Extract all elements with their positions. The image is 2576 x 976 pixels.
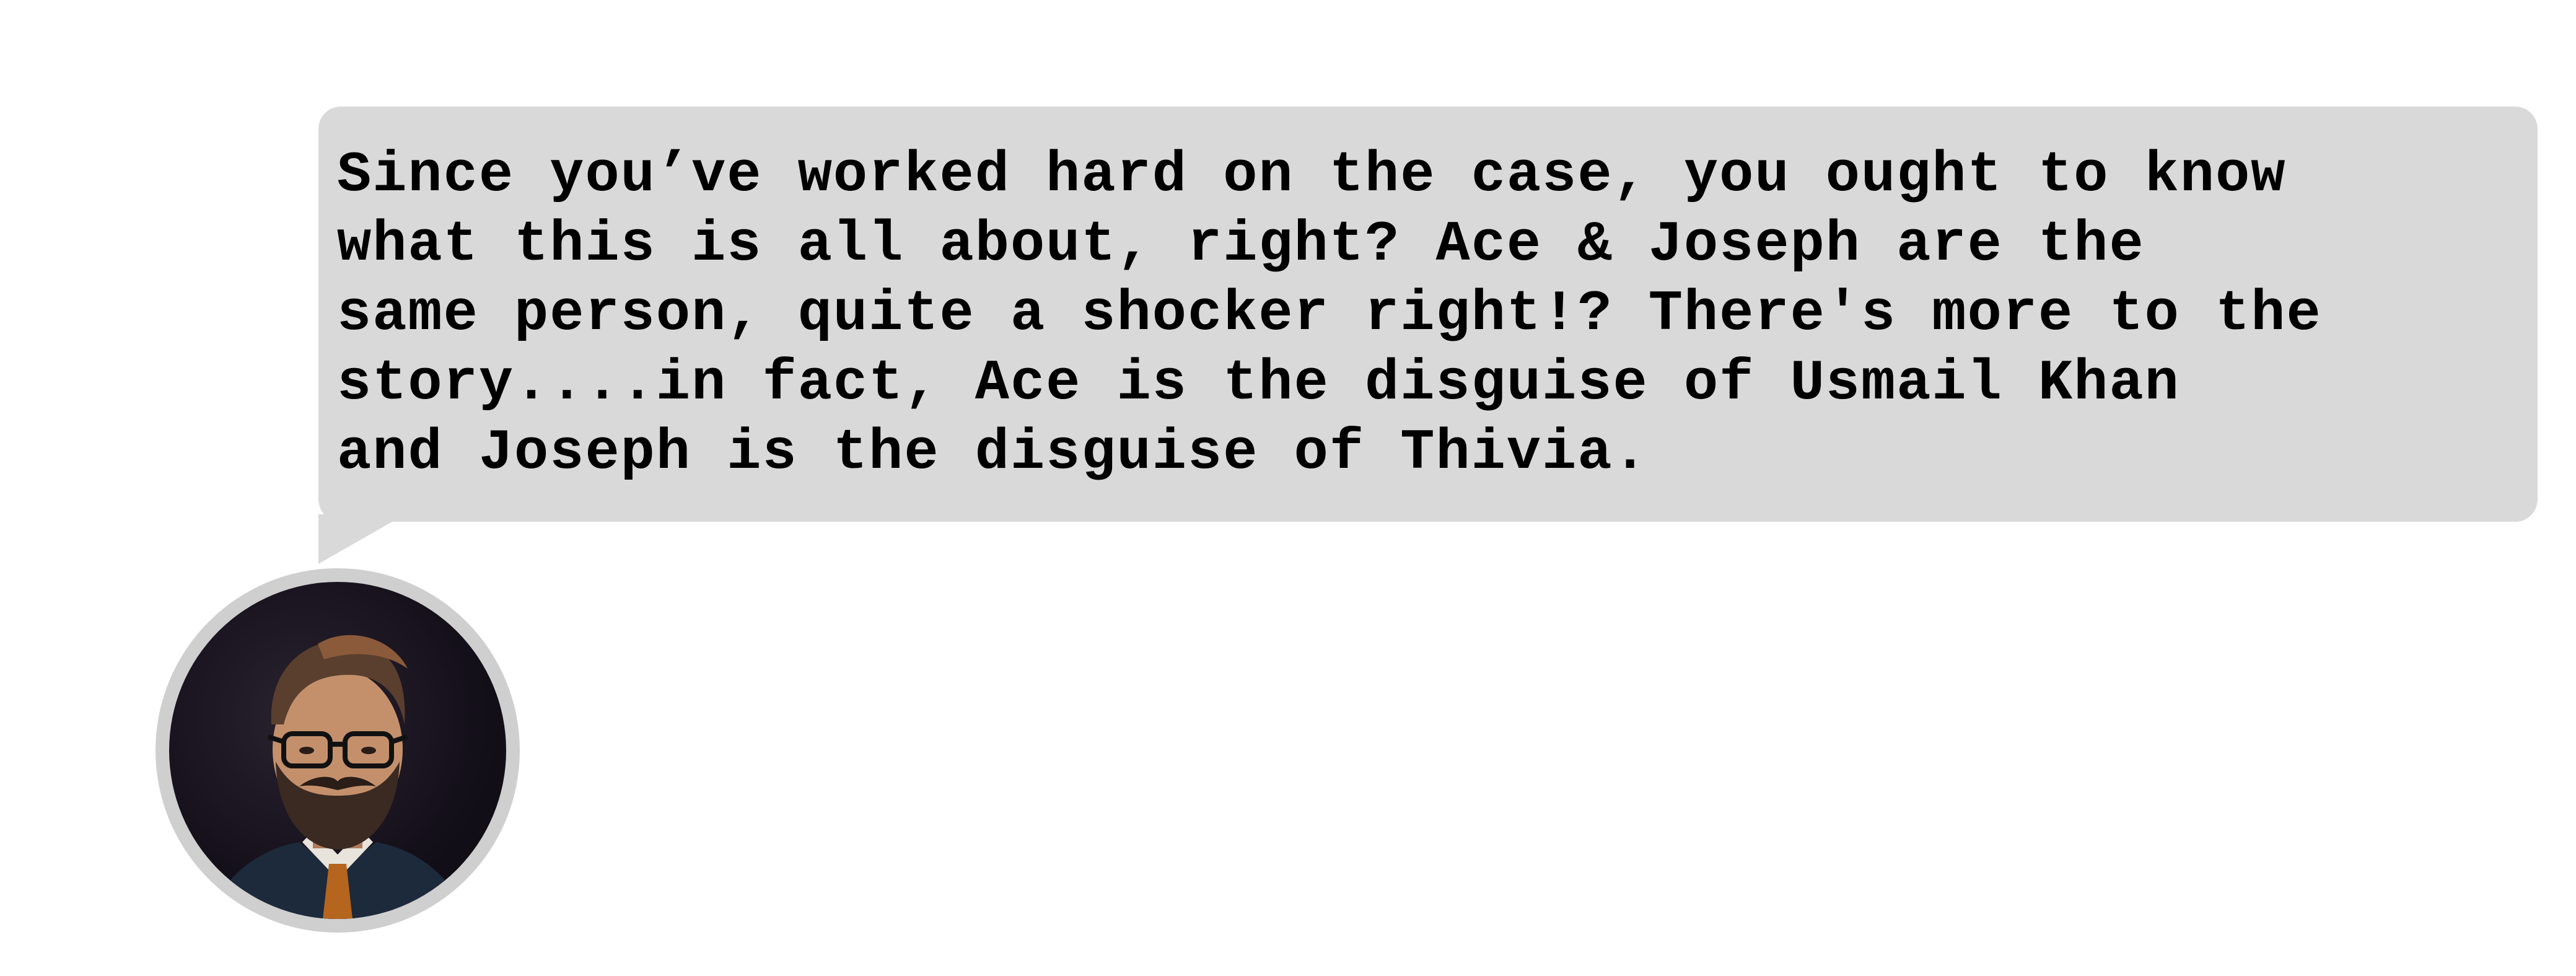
message-line-5: and Joseph is the disguise of Thivia. (337, 420, 1649, 485)
chat-message-bubble (318, 107, 2538, 522)
message-line-3: same person, quite a shocker right!? There's more to the (337, 281, 2322, 346)
avatar (156, 568, 520, 933)
message-line-2: what this is all about, right? Ace & Joseph are the (337, 212, 2145, 277)
bearded-man-with-glasses-icon (169, 582, 506, 919)
message-line-4: story....in fact, Ace is the disguise of Usmail Khan (337, 351, 2180, 416)
avatar-portrait (169, 582, 506, 919)
bubble-tail (318, 514, 405, 564)
message-line-1: Since you’ve worked hard on the case, you ought to know (337, 143, 2287, 208)
